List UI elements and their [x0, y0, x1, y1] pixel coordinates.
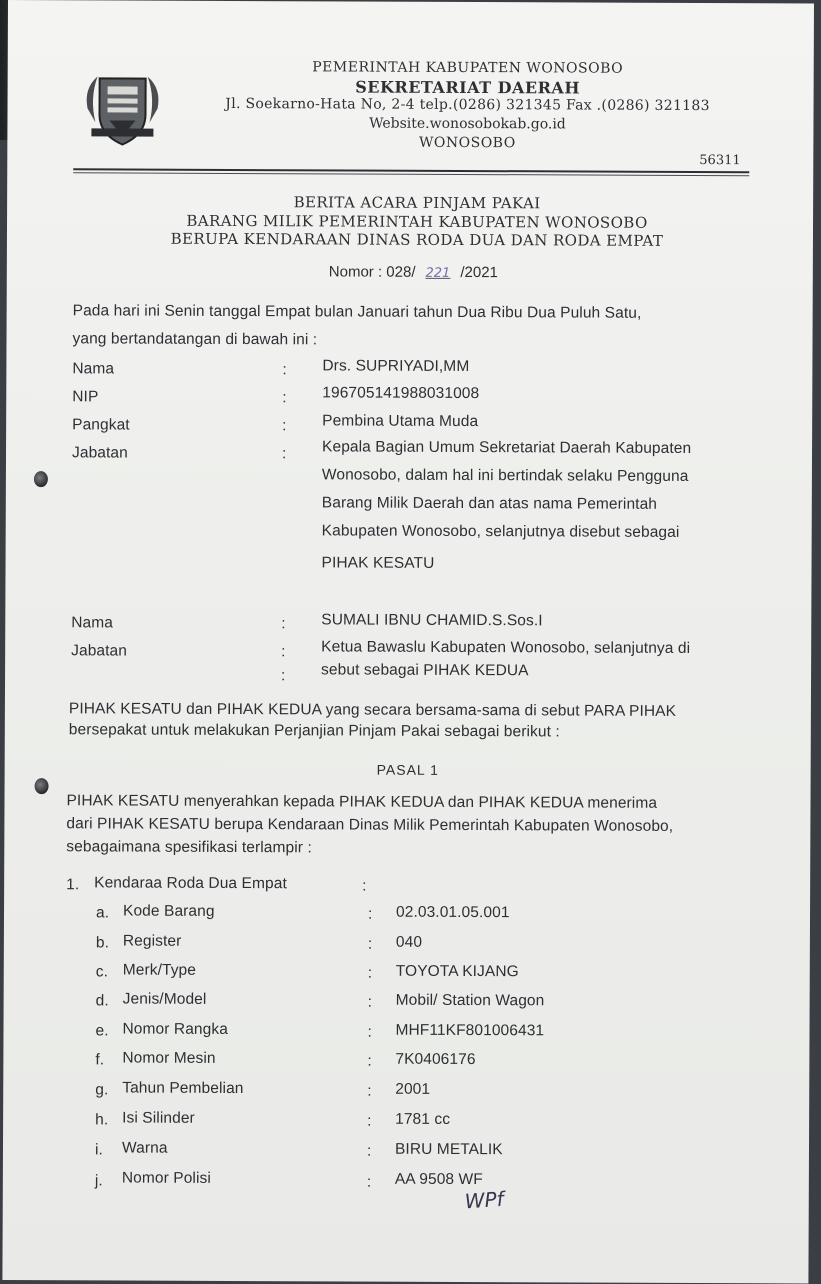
document-number-handwritten: 221 [425, 265, 451, 281]
party2-nama-value: SUMALI IBNU CHAMID.S.Sos.I [321, 611, 543, 630]
party1-pangkat-value: Pembina Utama Muda [322, 412, 479, 431]
spec-colon: : [367, 905, 373, 923]
spec-colon: : [367, 1052, 372, 1070]
item-1-colon: : [362, 877, 367, 895]
handwritten-initials: WPf [464, 1186, 505, 1214]
document-title-line-2: BARANG MILIK PEMERINTAH KABUPATEN WONOSOBO [186, 211, 648, 232]
intro-line-1: Pada hari ini Senin tanggal Empat bulan Januari tahun Dua Ribu Dua Puluh Satu, [72, 302, 642, 322]
spec-letter: a. [95, 904, 110, 922]
header-city: WONOSOBO [418, 134, 516, 152]
spec-letter: h. [95, 1111, 109, 1129]
document-page [2, 0, 814, 1284]
header-office-name: SEKRETARIAT DAERAH [355, 77, 581, 98]
spec-name: Warna [121, 1139, 168, 1157]
party1-jabatan-label: Jabatan [71, 444, 128, 462]
spec-colon: : [367, 1023, 372, 1041]
spec-letter: d. [95, 992, 109, 1010]
spec-colon: : [367, 993, 373, 1011]
document-title-line-3: BERUPA KENDARAAN DINAS RODA DUA DAN RODA EMPAT [170, 229, 664, 250]
spec-name: Isi Silinder [122, 1109, 195, 1127]
spec-value: 1781 cc [395, 1110, 451, 1128]
party1-pangkat-label: Pangkat [72, 416, 130, 434]
spec-colon: : [367, 1112, 372, 1130]
party1-jabatan-line-3: Barang Milik Daerah dan atas nama Pemerintah [321, 494, 658, 513]
spec-value: AA 9508 WF [394, 1170, 483, 1189]
header-divider-thin [73, 172, 749, 176]
header-address: Jl. Soekarno-Hata No, 2-4 telp.(0286) 321345 Fax .(0286) 321183 [225, 95, 710, 115]
party2-nama-colon: : [281, 615, 286, 633]
party1-jabatan-colon: : [281, 445, 287, 463]
header-postal-code: 56311 [699, 153, 741, 169]
spec-value: 2001 [395, 1080, 431, 1098]
party2-jabatan-colon: : [281, 643, 286, 661]
regency-emblem-icon [79, 68, 165, 148]
header-government-name: PEMERINTAH KABUPATEN WONOSOBO [312, 59, 624, 77]
spec-colon: : [367, 964, 373, 982]
party1-jabatan-line-5: PIHAK KESATU [321, 554, 435, 572]
spec-letter: i. [94, 1141, 103, 1159]
intro-line-2: yang bertandatangan di bawah ini : [72, 330, 318, 349]
party1-jabatan-line-1: Kepala Bagian Umum Sekretariat Daerah Kabupaten [322, 438, 692, 457]
spec-letter: c. [95, 963, 109, 981]
spec-letter: e. [95, 1022, 109, 1040]
spec-name: Jenis/Model [122, 990, 207, 1008]
party2-jabatan-label: Jabatan [71, 642, 128, 660]
party1-nip-label: NIP [72, 388, 99, 406]
party1-nama-label: Nama [72, 360, 115, 378]
spec-value: Mobil/ Station Wagon [395, 991, 545, 1010]
spec-letter: b. [95, 934, 110, 952]
spec-value: BIRU METALIK [394, 1140, 503, 1159]
punch-hole-bottom [35, 778, 49, 794]
party2-jabatan-line-2: sebut sebagai PIHAK KEDUA [321, 661, 529, 680]
spec-colon: : [366, 1142, 372, 1160]
spec-value: 02.03.01.05.001 [395, 903, 510, 922]
spec-colon: : [366, 1173, 372, 1191]
party2-nama-label: Nama [71, 614, 114, 632]
item-1-label: Kendaraa Roda Dua Empat [94, 874, 287, 893]
party1-pangkat-colon: : [282, 417, 287, 435]
party2-jabatan-line-1: Ketua Bawaslu Kabupaten Wonosobo, selanjutnya di [321, 638, 691, 657]
spec-name: Tahun Pembelian [122, 1079, 244, 1098]
spec-value: 040 [395, 933, 423, 951]
spec-value: MHF11KF801006431 [395, 1021, 545, 1040]
spec-letter: j. [94, 1172, 103, 1190]
party1-nip-value: 196705141988031008 [322, 384, 480, 403]
pasal-text-line-3: sebagaimana spesifikasi terlampir : [66, 838, 312, 857]
document-number-suffix: /2021 [460, 263, 498, 282]
spec-name: Merk/Type [122, 961, 197, 979]
document-number [329, 263, 498, 281]
header-website: Website.wonosobokab.go.id [369, 115, 566, 133]
agreement-line-2: bersepakat untuk melakukan Perjanjian Pinjam Pakai sebagai berikut : [68, 721, 560, 741]
spec-colon: : [367, 1082, 372, 1100]
spec-value: 7K0406176 [395, 1050, 476, 1069]
party1-jabatan-line-4: Kabupaten Wonosobo, selanjutnya disebut sebagai [321, 522, 680, 541]
party1-nip-colon: : [282, 389, 287, 407]
spec-name: Nomor Polisi [121, 1169, 211, 1187]
agreement-line-1: PIHAK KESATU dan PIHAK KEDUA yang secara bersama-sama di sebut PARA PIHAK [68, 700, 677, 720]
party2-jabatan-colon-2: : [281, 667, 286, 685]
spec-value: TOYOTA KIJANG [395, 962, 519, 981]
pasal-text-line-1: PIHAK KESATU menyerahkan kepada PIHAK KEDUA dan PIHAK KEDUA menerima [66, 792, 658, 812]
party1-jabatan-line-2: Wonosobo, dalam hal ini bertindak selaku Pengguna [321, 466, 689, 485]
item-1-number: 1. [66, 876, 80, 894]
spec-name: Register [122, 932, 182, 950]
punch-hole-top [34, 471, 48, 487]
spec-colon: : [367, 935, 373, 953]
spec-name: Kode Barang [122, 902, 215, 920]
spec-name: Nomor Rangka [122, 1020, 229, 1038]
document-number-prefix: Nomor : 028/ [328, 263, 416, 281]
spec-name: Nomor Mesin [122, 1049, 216, 1067]
party1-nama-colon: : [282, 361, 287, 379]
spec-letter: f. [95, 1051, 105, 1069]
pasal-text-line-2: dari PIHAK KESATU berupa Kendaraan Dinas Milik Pemerintah Kabupaten Wonosobo, [66, 815, 674, 835]
spec-letter: g. [95, 1081, 109, 1099]
document-title-line-1: BERITA ACARA PINJAM PAKAI [293, 193, 541, 213]
pasal-heading: PASAL 1 [376, 761, 439, 778]
party1-nama-value: Drs. SUPRIYADI,MM [322, 357, 470, 376]
